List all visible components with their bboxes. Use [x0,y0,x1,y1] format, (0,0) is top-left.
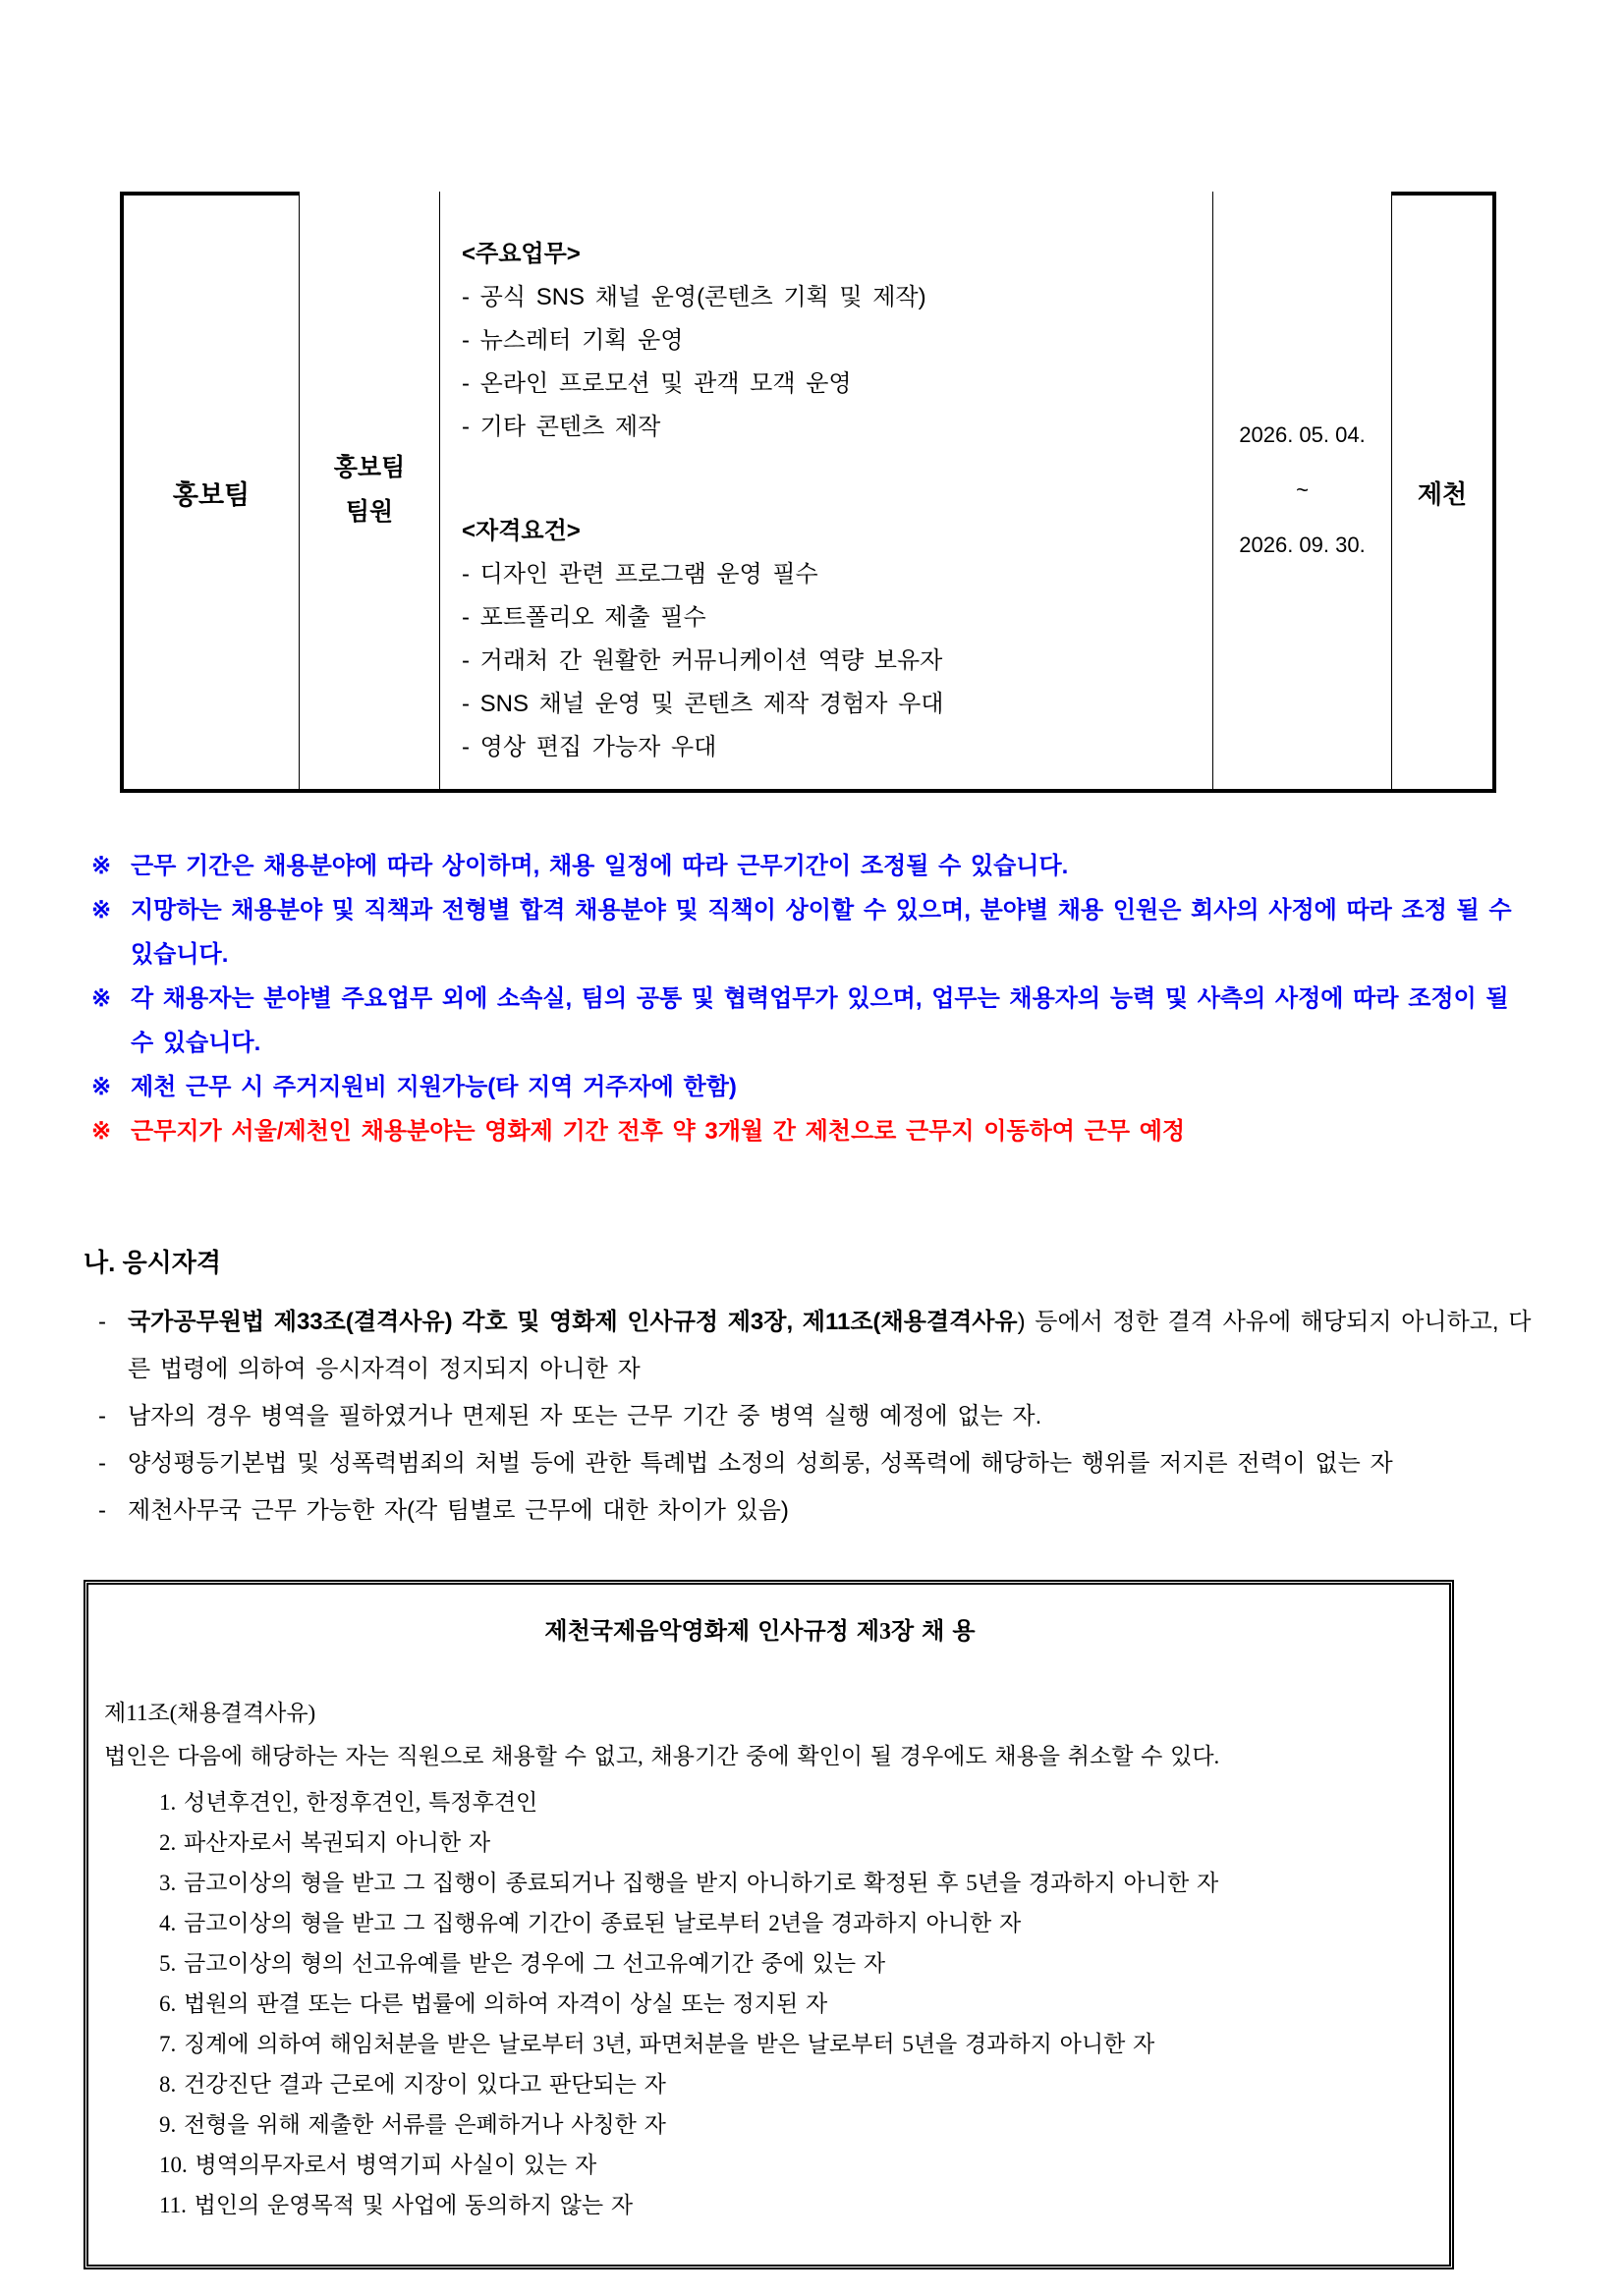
dash-marker: - [98,1309,106,1335]
note-marker: ※ [91,853,112,879]
regulation-item: 6. 법원의 판결 또는 다른 법률에 의하여 자격이 상실 또는 정지된 자 [159,1991,828,2016]
note-item [91,1109,1536,1153]
table-cell-location [1392,192,1496,789]
note-text: 각 채용자는 분야별 주요업무 외에 소속실, 팀의 공통 및 협력업무가 있으며, 업무는 채용자의 능력 및 사측의 사정에 따라 조정이 될 수 있습니다. [131,985,1509,1056]
eligibility-item [84,1393,1538,1440]
regulation-item: 4. 금고이상의 형을 받고 그 집행유예 기간이 종료된 날로부터 2년을 경과하지 아니한 자 [159,1911,1022,1935]
table-cell-period [1213,192,1392,789]
qualification-item: - SNS 채널 운영 및 콘텐츠 제작 경험자 우대 [462,691,944,717]
note-item [91,977,1536,1065]
eligibility-text [128,1487,1538,1535]
dash-marker: - [98,1450,106,1477]
eligibility-text-rest: ) 등에서 정한 결격 사유에 해당되지 아니하고, 다른 법령에 의하여 응시자격이 정지되지 아니한 자 [128,1309,1532,1382]
note-marker: ※ [91,985,112,1012]
period-end: 2026. 09. 30. [1239,532,1366,557]
qualification-item: - 디자인 관련 프로그램 운영 필수 [462,561,818,588]
regulation-item: 1. 성년후견인, 한정후견인, 특정후견인 [159,1790,538,1815]
table-cell-details [440,192,1213,789]
duty-item: - 기타 콘텐츠 제작 [462,414,661,440]
eligibility-text [128,1299,1538,1393]
eligibility-text [128,1440,1538,1487]
qualification-item: - 거래처 간 원활한 커뮤니케이션 역량 보유자 [462,647,943,674]
note-marker: ※ [91,1074,112,1100]
note-marker: ※ [91,897,112,924]
period-start: 2026. 05. 04. [1239,422,1366,447]
regulation-item: 11. 법인의 운영목적 및 사업에 동의하지 않는 자 [159,2193,634,2217]
eligibility-text [128,1393,1538,1440]
eligibility-item [84,1487,1538,1535]
table-cell-position [300,192,440,789]
dash-marker: - [98,1497,106,1524]
note-item [91,888,1536,977]
duties-header: <주요업무> [462,241,581,267]
note-text: 근무지가 서울/제천인 채용분야는 영화제 기간 전후 약 3개월 간 제천으로 근무지 이동하여 근무 예정 [131,1118,1186,1145]
eligibility-item [84,1440,1538,1487]
eligibility-section [84,1240,1538,1535]
regulation-title: 제천국제음악영화제 인사규정 제3장 채 용 [544,1619,976,1645]
regulation-item: 5. 금고이상의 형의 선고유예를 받은 경우에 그 선고유예기간 중에 있는 자 [159,1951,886,1976]
regulation-item: 8. 건강진단 결과 근로에 지장이 있다고 판단되는 자 [159,2072,666,2097]
qualification-item: - 포트폴리오 제출 필수 [462,604,706,631]
duty-item: - 공식 SNS 채널 운영(콘텐츠 기획 및 제작) [462,284,926,310]
note-item [91,844,1536,888]
period-tilde: ~ [1296,477,1309,502]
position-line2: 팀원 [345,498,394,526]
regulation-article: 제11조(채용결격사유) [104,1701,316,1725]
note-text: 지망하는 채용분야 및 직책과 전형별 합격 채용분야 및 직책이 상이할 수 있으며, 분야별 채용 인원은 회사의 사정에 따라 조정 될 수 있습니다. [131,897,1512,968]
note-marker: ※ [91,1118,112,1145]
duty-item: - 뉴스레터 기획 운영 [462,327,684,354]
regulation-item: 9. 전형을 위해 제출한 서류를 은폐하거나 사칭한 자 [159,2112,666,2137]
eligibility-item [84,1299,1538,1393]
eligibility-text-rest: 양성평등기본법 및 성폭력범죄의 처벌 등에 관한 특례법 소정의 성희롱, 성폭력에 해당하는 행위를 저지른 전력이 없는 자 [128,1450,1393,1477]
note-text: 근무 기간은 채용분야에 따라 상이하며, 채용 일정에 따라 근무기간이 조정될 수 있습니다. [131,853,1069,879]
regulation-item: 7. 징계에 의하여 해임처분을 받은 날로부터 3년, 파면처분을 받은 날로부터 5년을 경과하지 아니한 자 [159,2032,1155,2056]
recruitment-table [120,192,1496,793]
team-name: 홍보팀 [172,479,251,510]
eligibility-text-rest: 남자의 경우 병역을 필하였거나 면제된 자 또는 근무 기간 중 병역 실행 예정에 없는 자. [128,1403,1042,1429]
regulation-intro: 법인은 다음에 해당하는 자는 직원으로 채용할 수 없고, 채용기간 중에 확인이 될 경우에도 채용을 취소할 수 있다. [104,1744,1220,1768]
eligibility-text-rest: 제천사무국 근무 가능한 자(각 팀별로 근무에 대한 차이가 있음) [128,1497,789,1524]
table-cell-team [120,192,300,789]
section-title: 나. 응시자격 [84,1248,222,1277]
regulation-box [84,1580,1454,2269]
position-line1: 홍보팀 [333,454,406,481]
dash-marker: - [98,1403,106,1429]
note-text: 제천 근무 시 주거지원비 지원가능(타 지역 거주자에 한함) [131,1074,737,1100]
regulation-item: 3. 금고이상의 형을 받고 그 집행이 종료되거나 집행을 받지 아니하기로 확정된 후 5년을 경과하지 아니한 자 [159,1871,1219,1895]
qualification-item: - 영상 편집 가능자 우대 [462,734,717,760]
regulation-item: 2. 파산자로서 복권되지 아니한 자 [159,1830,491,1855]
duty-item: - 온라인 프로모션 및 관객 모객 운영 [462,370,852,397]
regulation-items [104,1782,1416,2225]
regulation-item: 10. 병역의무자로서 병역기피 사실이 있는 자 [159,2153,597,2177]
notes-list [91,844,1536,1153]
note-item [91,1065,1536,1109]
qualifications-header: <자격요건> [462,518,581,544]
location-label: 제천 [1417,478,1468,509]
eligibility-text-bold: 국가공무원법 제33조(결격사유) 각호 및 영화제 인사규정 제3장, 제11조(채용결격사유 [128,1309,1018,1335]
